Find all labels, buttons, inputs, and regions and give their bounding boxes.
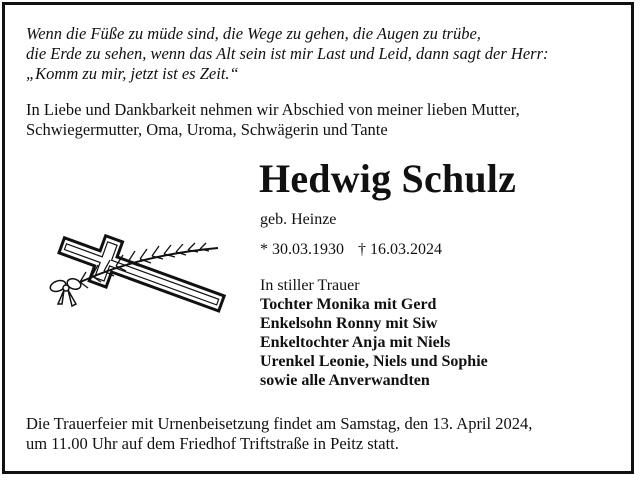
poem: [26, 24, 626, 84]
intro-line: Schwiegermutter, Oma, Uroma, Schwägerin und Tante: [26, 120, 388, 139]
service-line: Die Trauerfeier mit Urnenbeisetzung findet am Samstag, den 13. April 2024,: [26, 414, 533, 433]
mourner-entry: sowie alle Anverwandten: [260, 372, 430, 389]
service-info: [26, 414, 626, 454]
mourner-entry: Urenkel Leonie, Niels und Sophie: [260, 353, 488, 370]
death-date: † 16.03.2024: [358, 241, 442, 258]
mourner-entry: Tochter Monika mit Gerd: [260, 296, 437, 313]
intro-text: [26, 100, 626, 140]
mourner-entry: Enkeltochter Anja mit Niels: [260, 334, 451, 351]
intro-line: In Liebe und Dankbarkeit nehmen wir Abschied von meiner lieben Mutter,: [26, 100, 520, 119]
mourners-list: [260, 276, 488, 390]
life-dates: [260, 240, 442, 260]
birth-name: geb. Heinze: [260, 211, 337, 228]
service-line: um 11.00 Uhr auf dem Friedhof Triftstraße in Peitz statt.: [26, 434, 399, 453]
poem-line: Wenn die Füße zu müde sind, die Wege zu gehen, die Augen zu trübe,: [26, 24, 481, 43]
poem-line: „Komm zu mir, jetzt ist es Zeit.“: [26, 64, 239, 83]
poem-line: die Erde zu sehen, wenn das Alt sein ist mir Last und Leid, dann sagt der Herr:: [26, 44, 549, 63]
cross-with-palm-branch-icon: [40, 226, 230, 318]
mourners-lead: In stiller Trauer: [260, 277, 360, 294]
birth-date: * 30.03.1930: [260, 241, 344, 258]
deceased-name: Hedwig Schulz: [259, 156, 517, 201]
mourner-entry: Enkelsohn Ronny mit Siw: [260, 315, 438, 332]
